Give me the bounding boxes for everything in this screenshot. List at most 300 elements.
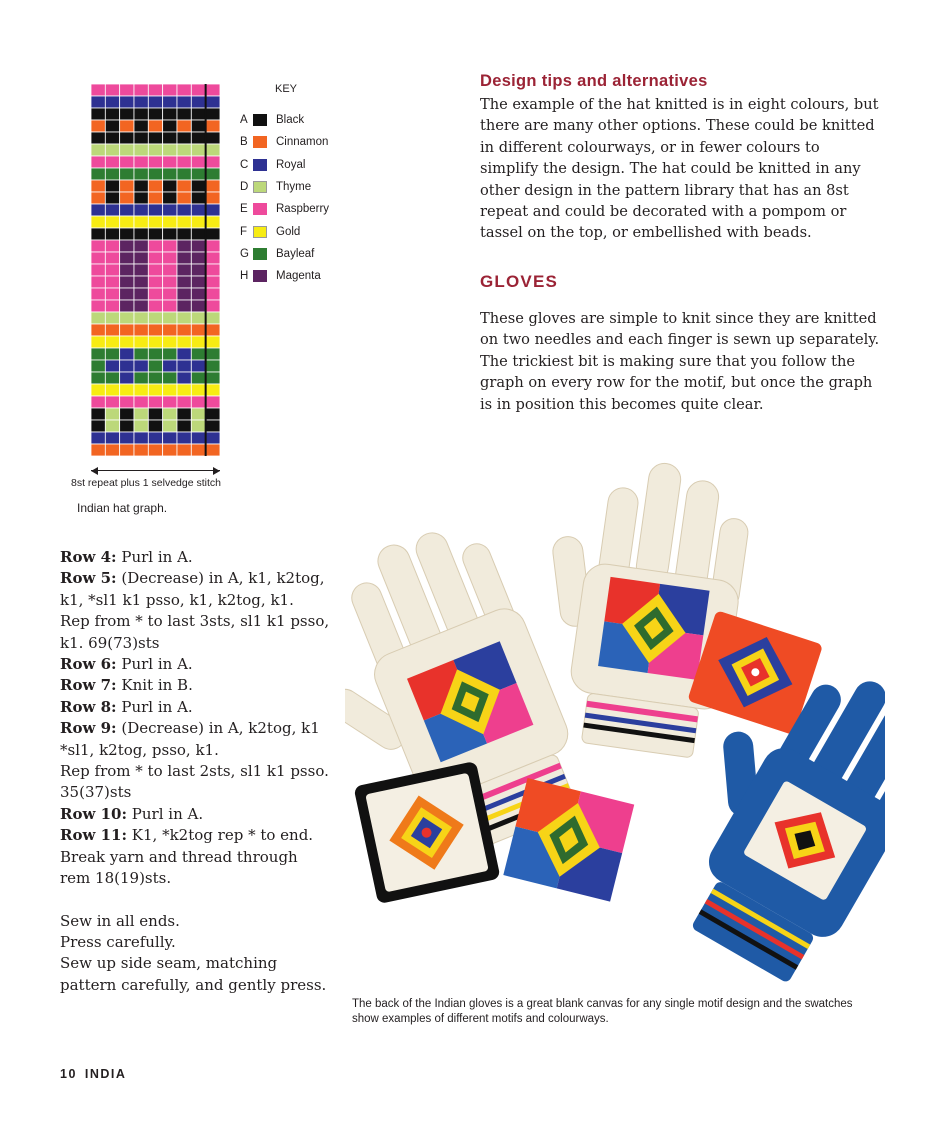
chart-cell — [91, 180, 105, 192]
chart-cell — [191, 444, 205, 456]
chart-cell — [191, 216, 205, 228]
chart-cell — [91, 360, 105, 372]
chart-cell — [177, 444, 191, 456]
gloves-heading: GLOVES — [480, 272, 559, 291]
chart-cell — [120, 108, 134, 120]
chart-cell — [105, 444, 119, 456]
chart-cell — [177, 228, 191, 240]
chart-cell — [177, 120, 191, 132]
chart-cell — [148, 276, 162, 288]
chart-cell — [105, 240, 119, 252]
chart-cell — [206, 420, 220, 432]
chart-cell — [120, 384, 134, 396]
chart-cell — [120, 396, 134, 408]
chart-cell — [163, 264, 177, 276]
chart-cell — [91, 120, 105, 132]
chart-cell — [91, 264, 105, 276]
chart-cell — [148, 96, 162, 108]
chart-cell — [206, 84, 220, 96]
chart-cell — [191, 132, 205, 144]
chart-cell — [134, 252, 148, 264]
chart-cell — [148, 180, 162, 192]
chart-cell — [148, 324, 162, 336]
chart-cell — [120, 216, 134, 228]
chart-cell — [148, 264, 162, 276]
chart-cell — [105, 132, 119, 144]
chart-cell — [120, 372, 134, 384]
key-letter: F — [240, 225, 248, 238]
chart-cell — [163, 120, 177, 132]
key-color-name: Bayleaf — [276, 247, 315, 260]
chart-cell — [105, 336, 119, 348]
seam: Sew up side seam, matching pattern carefully, and gently press. — [60, 954, 327, 994]
chart-cell — [177, 396, 191, 408]
arrow-left-icon — [91, 467, 98, 475]
chart-cell — [91, 420, 105, 432]
chart-cell — [134, 384, 148, 396]
chart-cell — [206, 336, 220, 348]
chart-cell — [177, 360, 191, 372]
key-color-name: Magenta — [276, 270, 321, 283]
chart-cell — [163, 300, 177, 312]
chart-cell — [91, 312, 105, 324]
key-color-name: Raspberry — [276, 203, 330, 216]
chart-cell — [206, 408, 220, 420]
chart-cell — [206, 348, 220, 360]
chart-cell — [105, 120, 119, 132]
chart-cell — [191, 288, 205, 300]
chart-cell — [120, 144, 134, 156]
chart-cell — [163, 432, 177, 444]
chart-cell — [120, 252, 134, 264]
chart-cell — [91, 108, 105, 120]
chart-cell — [177, 300, 191, 312]
chart-cell — [105, 96, 119, 108]
chart-cell — [120, 228, 134, 240]
key-letter: G — [240, 247, 249, 260]
chart-cell — [91, 348, 105, 360]
chart-cell — [163, 192, 177, 204]
break-yarn: Break yarn and thread through rem 18(19)sts. — [60, 847, 298, 888]
chart-cell — [134, 276, 148, 288]
key-letter: A — [240, 114, 248, 126]
chart-cell — [105, 420, 119, 432]
chart-cell — [91, 372, 105, 384]
chart-cell — [206, 264, 220, 276]
chart-cell — [206, 396, 220, 408]
chart-cell — [134, 264, 148, 276]
chart-cell — [206, 312, 220, 324]
color-swatch — [253, 203, 267, 215]
chart-cell — [134, 108, 148, 120]
chart-cell — [105, 300, 119, 312]
chart-cell — [191, 420, 205, 432]
chart-cell — [134, 288, 148, 300]
chart-cell — [134, 228, 148, 240]
chart-cell — [105, 372, 119, 384]
row-6: Row 6: Purl in A. — [60, 655, 193, 674]
chart-cell — [120, 96, 134, 108]
chart-cell — [105, 108, 119, 120]
chart-cell — [105, 312, 119, 324]
chart-cell — [148, 240, 162, 252]
chart-cell — [134, 408, 148, 420]
chart-cell — [134, 216, 148, 228]
chart-cell — [191, 324, 205, 336]
chart-cell — [91, 408, 105, 420]
chart-cell — [91, 96, 105, 108]
chart-cell — [148, 348, 162, 360]
chart-cell — [120, 192, 134, 204]
chart-cell — [191, 168, 205, 180]
chart-cell — [91, 444, 105, 456]
chart-cell — [177, 144, 191, 156]
chart-cell — [105, 288, 119, 300]
chart-cell — [206, 120, 220, 132]
chart-cell — [163, 348, 177, 360]
chart-cell — [134, 396, 148, 408]
key-item-royal — [240, 157, 305, 173]
key-item-black — [240, 112, 304, 128]
chart-cell — [120, 276, 134, 288]
chart-cell — [91, 228, 105, 240]
chart-cell — [105, 384, 119, 396]
chart-cell — [163, 288, 177, 300]
chart-cell — [148, 336, 162, 348]
chart-cell — [191, 360, 205, 372]
key-color-name: Royal — [276, 158, 306, 171]
chart-cell — [120, 168, 134, 180]
chart-cell — [134, 432, 148, 444]
chart-cell — [105, 264, 119, 276]
chart-cell — [191, 96, 205, 108]
key-item-gold — [240, 224, 300, 240]
chart-cell — [163, 408, 177, 420]
chart-cell — [91, 132, 105, 144]
chart-cell — [177, 192, 191, 204]
chart-cell — [91, 324, 105, 336]
chart-cell — [163, 228, 177, 240]
chart-cell — [206, 240, 220, 252]
chart-cell — [163, 324, 177, 336]
chart-cell — [134, 240, 148, 252]
chart-cell — [177, 384, 191, 396]
chart-cell — [163, 444, 177, 456]
chart-cell — [120, 300, 134, 312]
chart-cell — [134, 156, 148, 168]
chart-cell — [148, 420, 162, 432]
chart-cell — [105, 180, 119, 192]
chart-cell — [163, 96, 177, 108]
chart-cell — [91, 288, 105, 300]
chart-cell — [134, 348, 148, 360]
chart-cell — [91, 156, 105, 168]
chart-cell — [105, 204, 119, 216]
chart-cell — [177, 108, 191, 120]
chart-cell — [191, 204, 205, 216]
chart-cell — [191, 120, 205, 132]
chart-cell — [206, 300, 220, 312]
chart-cell — [134, 168, 148, 180]
key-color-name: Gold — [276, 225, 301, 238]
chart-cell — [120, 360, 134, 372]
chart-cell — [148, 360, 162, 372]
pattern-instructions — [60, 547, 330, 996]
chart-cell — [163, 360, 177, 372]
repeat-1: Rep from * to last 3sts, sl1 k1 psso, k1. 69(73)sts — [60, 612, 330, 652]
chart-cell — [91, 396, 105, 408]
chart-cell — [105, 348, 119, 360]
chart-cell — [177, 240, 191, 252]
chart-cell — [191, 240, 205, 252]
chart-cell — [148, 384, 162, 396]
chart-cell — [134, 420, 148, 432]
chart-cell — [134, 84, 148, 96]
chart-cell — [134, 120, 148, 132]
chart-cell — [120, 240, 134, 252]
chart-cell — [134, 360, 148, 372]
chart-cell — [134, 180, 148, 192]
chart-cell — [134, 300, 148, 312]
chart-cell — [120, 180, 134, 192]
chart-cell — [134, 192, 148, 204]
chart-cell — [177, 168, 191, 180]
chart-cell — [105, 396, 119, 408]
chart-cell — [191, 276, 205, 288]
chart-cell — [148, 168, 162, 180]
chart-cell — [134, 96, 148, 108]
chart-cell — [177, 264, 191, 276]
chart-cell — [91, 216, 105, 228]
chart-cell — [191, 180, 205, 192]
photo-caption: The back of the Indian gloves is a great blank canvas for any single motif design and the swatches show examples of different motifs and colourways. — [352, 998, 853, 1025]
press: Press carefully. — [60, 932, 176, 951]
chart-cell — [91, 384, 105, 396]
chart-cell — [163, 156, 177, 168]
chart-cell — [177, 132, 191, 144]
chart-cell — [91, 336, 105, 348]
chart-cell — [148, 252, 162, 264]
chart-cell — [177, 432, 191, 444]
chart-cell — [120, 408, 134, 420]
row-11: Row 11: K1, *k2tog rep * to end. — [60, 826, 314, 845]
chart-cell — [120, 420, 134, 432]
chart-cell — [163, 180, 177, 192]
color-swatch — [253, 270, 267, 282]
chart-cell — [105, 276, 119, 288]
key-color-name: Cinnamon — [276, 136, 329, 149]
chart-cell — [177, 252, 191, 264]
repeat-caption: 8st repeat plus 1 selvedge stitch — [71, 477, 222, 489]
chart-cell — [177, 216, 191, 228]
chart-cell — [191, 108, 205, 120]
chart-cell — [105, 324, 119, 336]
chart-cell — [206, 168, 220, 180]
chart-cell — [120, 156, 134, 168]
design-tips-body: The example of the hat knitted is in eight colours, but there are many other options. These could be knitted in different colourways, or in fewer colours to simplify the design. The hat could be knitted in any other design in the pattern library that has an 8st repeat and could be decorated with a pompom or tassel on the top, or embellished with beads. — [480, 96, 879, 242]
chart-cell — [148, 300, 162, 312]
chart-cell — [191, 384, 205, 396]
chart-cell — [148, 408, 162, 420]
chart-cell — [206, 132, 220, 144]
chart-cell — [177, 156, 191, 168]
chart-cell — [120, 312, 134, 324]
chart-cell — [163, 312, 177, 324]
chart-cell — [191, 228, 205, 240]
chart-cell — [177, 288, 191, 300]
chart-cell — [191, 348, 205, 360]
chart-cell — [148, 132, 162, 144]
chart-cell — [148, 228, 162, 240]
chart-cell — [163, 384, 177, 396]
chart-cell — [177, 372, 191, 384]
design-tips-heading: Design tips and alternatives — [480, 72, 708, 90]
chart-cell — [134, 336, 148, 348]
chart-cell — [206, 204, 220, 216]
chart-cell — [206, 216, 220, 228]
chart-cell — [206, 108, 220, 120]
chart-cell — [206, 96, 220, 108]
chart-cell — [163, 240, 177, 252]
chart-cell — [105, 360, 119, 372]
chart-cell — [206, 444, 220, 456]
chart-cell — [177, 84, 191, 96]
key-item-bayleaf — [240, 246, 314, 262]
row-7: Row 7: Knit in B. — [60, 676, 193, 695]
chart-cell — [120, 84, 134, 96]
key-letter: D — [240, 180, 249, 193]
chart-cell — [191, 264, 205, 276]
chart-cell — [134, 324, 148, 336]
chart-cell — [163, 372, 177, 384]
chart-cell — [91, 240, 105, 252]
chart-cell — [91, 144, 105, 156]
chart-cell — [163, 420, 177, 432]
chart-cell — [148, 216, 162, 228]
chart-cell — [105, 168, 119, 180]
chart-cell — [206, 288, 220, 300]
color-swatch — [253, 136, 267, 148]
chart-cell — [177, 408, 191, 420]
chart-cell — [206, 432, 220, 444]
chart-cell — [105, 252, 119, 264]
chart-cell — [148, 156, 162, 168]
chart-cell — [148, 144, 162, 156]
hat-chart-graph — [91, 84, 221, 457]
chart-cell — [120, 324, 134, 336]
chart-cell — [191, 432, 205, 444]
chart-cell — [177, 96, 191, 108]
color-swatch — [253, 226, 267, 238]
chart-cell — [163, 204, 177, 216]
key-item-thyme — [240, 179, 311, 195]
chart-cell — [148, 204, 162, 216]
page-number: 10 — [60, 1067, 77, 1081]
arrow-right-icon — [213, 467, 220, 475]
chart-cell — [120, 264, 134, 276]
gloves-photo — [345, 455, 885, 985]
chart-cell — [191, 408, 205, 420]
chart-cell — [206, 192, 220, 204]
chart-cell — [191, 252, 205, 264]
chart-cell — [191, 156, 205, 168]
chart-cell — [105, 432, 119, 444]
section-name: INDIA — [84, 1067, 127, 1081]
chart-cell — [91, 300, 105, 312]
key-letter: C — [240, 158, 249, 171]
color-swatch — [253, 181, 267, 193]
chart-cell — [91, 432, 105, 444]
chart-cell — [134, 444, 148, 456]
chart-cell — [105, 192, 119, 204]
chart-cell — [163, 252, 177, 264]
chart-cell — [177, 420, 191, 432]
key-title: KEY — [275, 83, 298, 95]
chart-cell — [191, 84, 205, 96]
chart-cell — [148, 288, 162, 300]
key-color-name: Black — [276, 114, 305, 126]
chart-cell — [177, 180, 191, 192]
chart-cell — [120, 204, 134, 216]
chart-cell — [206, 228, 220, 240]
white-swatch — [353, 761, 500, 904]
chart-cell — [177, 336, 191, 348]
key-letter: H — [240, 270, 249, 283]
chart-cell — [120, 132, 134, 144]
key-item-cinnamon — [240, 134, 328, 150]
chart-cell — [91, 84, 105, 96]
chart-cell — [206, 144, 220, 156]
chart-cell — [191, 312, 205, 324]
chart-cell — [191, 396, 205, 408]
chart-cell — [148, 444, 162, 456]
chart-cell — [134, 144, 148, 156]
chart-cell — [148, 396, 162, 408]
chart-cell — [120, 336, 134, 348]
chart-cell — [105, 216, 119, 228]
chart-cell — [105, 408, 119, 420]
chart-cell — [120, 120, 134, 132]
chart-cell — [163, 168, 177, 180]
chart-cell — [105, 156, 119, 168]
chart-cell — [134, 132, 148, 144]
repeat-arrow-line — [91, 470, 220, 471]
chart-cell — [148, 84, 162, 96]
row-8: Row 8: Purl in A. — [60, 697, 193, 716]
chart-cell — [163, 276, 177, 288]
chart-cell — [148, 312, 162, 324]
row-5: Row 5: (Decrease) in A, k1, k2tog, k1, *sl1 k1 psso, k1, k2tog, k1. — [60, 569, 325, 609]
key-color-name: Thyme — [276, 180, 312, 193]
chart-cell — [177, 324, 191, 336]
chart-cell — [163, 84, 177, 96]
chart-cell — [91, 192, 105, 204]
sew-ends: Sew in all ends. — [60, 911, 180, 930]
chart-cell — [191, 300, 205, 312]
chart-cell — [206, 360, 220, 372]
chart-cell — [163, 144, 177, 156]
chart-cell — [191, 372, 205, 384]
chart-cell — [148, 192, 162, 204]
chart-cell — [134, 204, 148, 216]
key-item-magenta — [240, 268, 321, 284]
graph-caption: Indian hat graph. — [77, 501, 168, 515]
color-swatch — [253, 159, 267, 171]
color-swatch — [253, 248, 267, 260]
chart-cell — [120, 432, 134, 444]
chart-cell — [177, 204, 191, 216]
chart-cell — [120, 348, 134, 360]
